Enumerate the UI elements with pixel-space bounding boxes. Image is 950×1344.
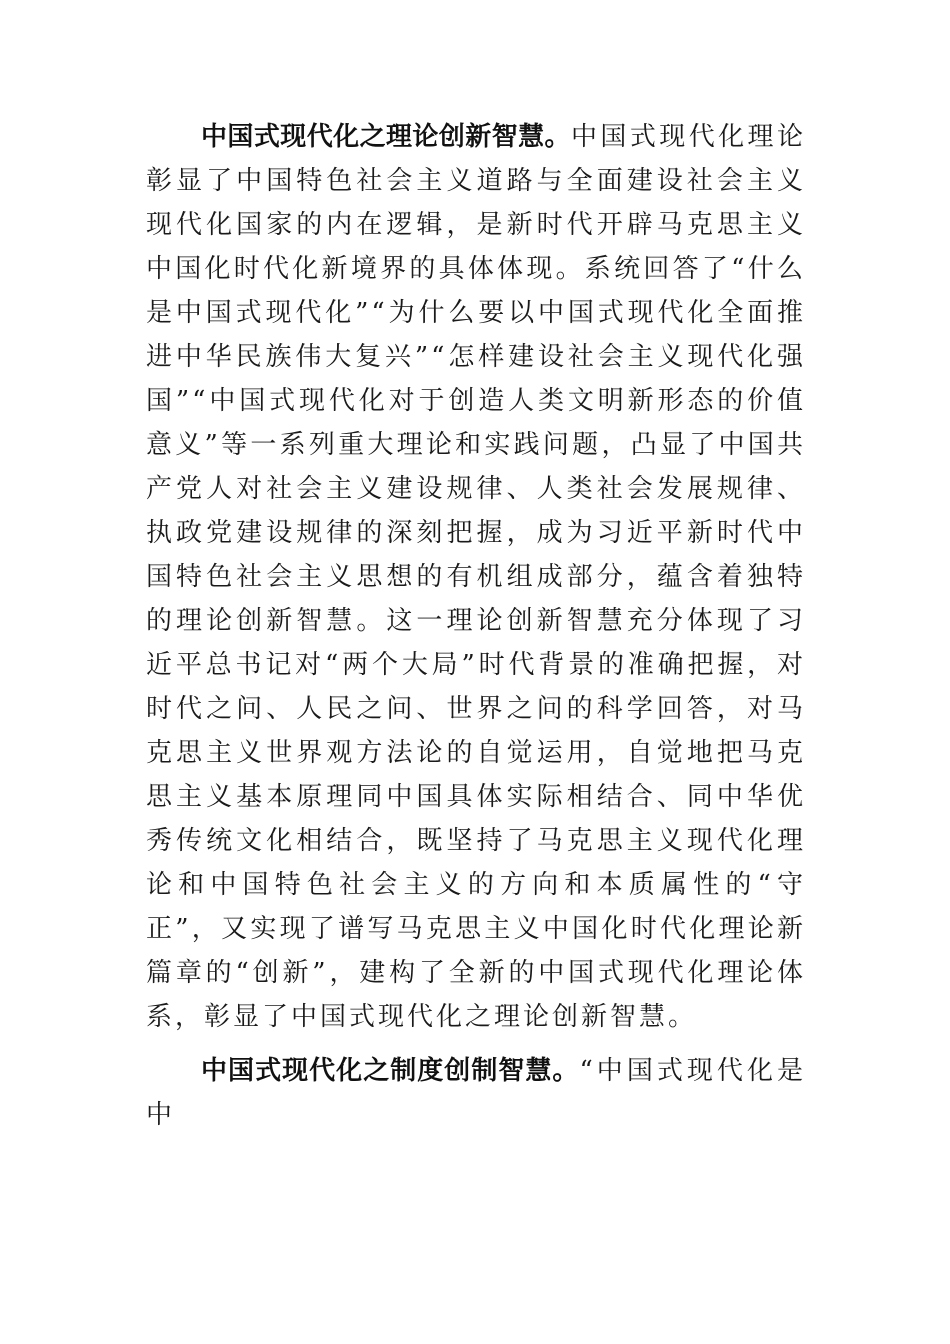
paragraph-institution-creation: [146, 1049, 806, 1137]
paragraph-theory-innovation: [146, 115, 806, 1039]
paragraph-heading: 中国式现代化之制度创制智慧。: [201, 1056, 580, 1086]
paragraph-heading: 中国式现代化之理论创新智慧。: [201, 122, 571, 152]
paragraph-body: “中国式现代化是中: [146, 1056, 806, 1130]
paragraph-body: 中国式现代化理论彰显了中国特色社会主义道路与全面建设社会主义现代化国家的内在逻辑，是新时代开辟马克思主义中国化时代化新境界的具体体现。系统回答了“什么是中国式现代化”“为什么要以中国式现代化全面推进中华民族伟大复兴”“怎样建设社会主义现代化强国”“中国式现代化对于创造人类文明新形态的价值意义”等一系列重大理论和实践问题，凸显了中国共产党人对社会主义建设规律、人类社会发展规律、执政党建设规律的深刻把握，成为习近平新时代中国特色社会主义思想的有机组成部分，蕴含着独特的理论创新智慧。这一理论创新智慧充分体现了习近平总书记对“两个大局”时代背景的准确把握，对时代之问、人民之问、世界之问的科学回答，对马克思主义世界观方法论的自觉运用，自觉地把马克思主义基本原理同中国具体实际相结合、同中华优秀传统文化相结合，既坚持了马克思主义现代化理论和中国特色社会主义的方向和本质属性的“守正”，又实现了谱写马克思主义中国化时代化理论新篇章的“创新”，建构了全新的中国式现代化理论体系，彰显了中国式现代化之理论创新智慧。: [146, 122, 806, 1032]
